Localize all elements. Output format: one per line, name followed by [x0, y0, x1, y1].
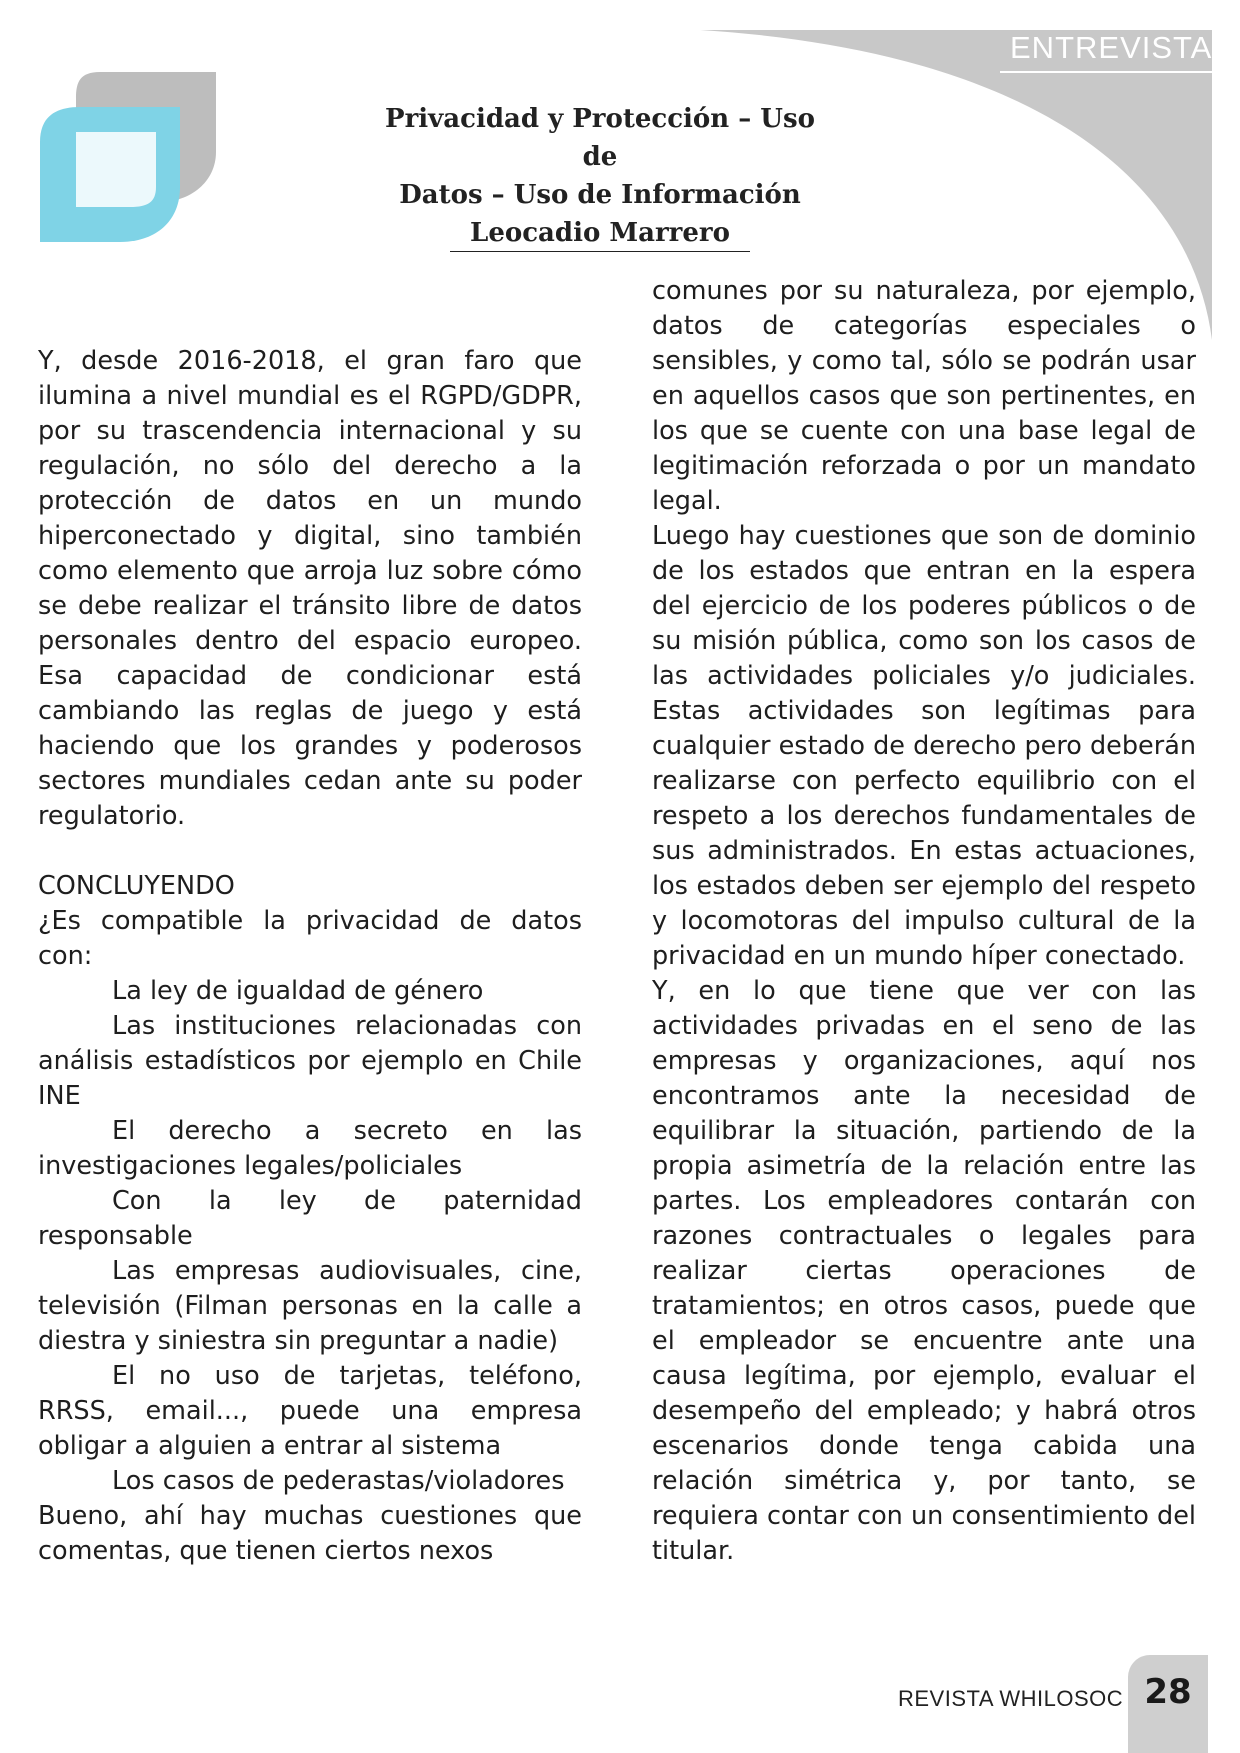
magazine-name: REVISTA WHILOSOC [898, 1686, 1124, 1711]
paragraph: comunes por su naturaleza, por ejemplo, datos de categorías especiales o sensibles, y como tal, sólo se podrán usar en aquellos casos que son pertinentes, en los que se cuente con una base legal de legitimación reforzada o por un mandato legal. [652, 276, 1196, 516]
list-item: La ley de igualdad de género [112, 976, 484, 1006]
paragraph: ¿Es compatible la privacidad de datos con: [38, 906, 582, 971]
title-line-1: Privacidad y Protección – Uso de [385, 104, 815, 172]
section-label: ENTREVISTA [1010, 30, 1213, 65]
list-item: Las empresas audiovisuales, cine, televisión (Filman personas en la calle a diestra y siniestra sin preguntar a nadie) [38, 1256, 582, 1356]
list-item: El no uso de tarjetas, teléfono, RRSS, email..., puede una empresa obligar a alguien a entrar al sistema [38, 1361, 582, 1461]
list-item: Con la ley de paternidad responsable [38, 1186, 582, 1251]
author-name: Leocadio Marrero [450, 215, 750, 252]
article-title [370, 100, 830, 252]
section-heading: CONCLUYENDO [38, 871, 235, 901]
title-line-2: Datos – Uso de Información [399, 180, 801, 210]
paragraph: Luego hay cuestiones que son de dominio de los estados que entran en la espera del ejercicio de los poderes públicos o de su misión pública, como son los casos de las actividades policiales y/o judiciales. Estas actividades son legítimas para cualquier estado de derecho pero deberán realizarse con perfecto equilibrio con el respeto a los derechos fundamentales de sus administrados. En estas actuaciones, los estados deben ser ejemplo del respeto y locomotoras del impulso cultural de la privacidad en un mundo híper conectado. [652, 521, 1196, 971]
list-item: El derecho a secreto en las investigaciones legales/policiales [38, 1116, 582, 1181]
page-number: 28 [1144, 1672, 1192, 1712]
magazine-logo-icon [40, 72, 220, 242]
left-column [38, 344, 582, 1569]
paragraph: Y, en lo que tiene que ver con las actividades privadas en el seno de las empresas y organizaciones, aquí nos encontramos ante la necesidad de equilibrar la situación, partiendo de la propia asimetría de la relación entre las partes. Los empleadores contarán con razones contractuales o legales para realizar ciertas operaciones de tratamientos; en otros casos, puede que el empleador se encuentre ante una causa legítima, por ejemplo, evaluar el desempeño del empleado; y habrá otros escenarios donde tenga cabida una relación simétrica y, por tanto, se requiera contar con un consentimiento del titular. [652, 976, 1196, 1566]
paragraph: Bueno, ahí hay muchas cuestiones que comentas, que tienen ciertos nexos [38, 1501, 582, 1566]
right-column [652, 274, 1196, 1569]
list-item: Las instituciones relacionadas con análisis estadísticos por ejemplo en Chile INE [38, 1011, 582, 1111]
paragraph: Y, desde 2016-2018, el gran faro que ilumina a nivel mundial es el RGPD/GDPR, por su trascendencia internacional y su regulación, no sólo del derecho a la protección de datos en un mundo hiperconectado y digital, sino también como elemento que arroja luz sobre cómo se debe realizar el tránsito libre de datos personales dentro del espacio europeo. Esa capacidad de condicionar está cambiando las reglas de juego y está haciendo que los grandes y poderosos sectores mundiales cedan ante su poder regulatorio. [38, 346, 582, 831]
list-item: Los casos de pederastas/violadores [112, 1466, 565, 1496]
